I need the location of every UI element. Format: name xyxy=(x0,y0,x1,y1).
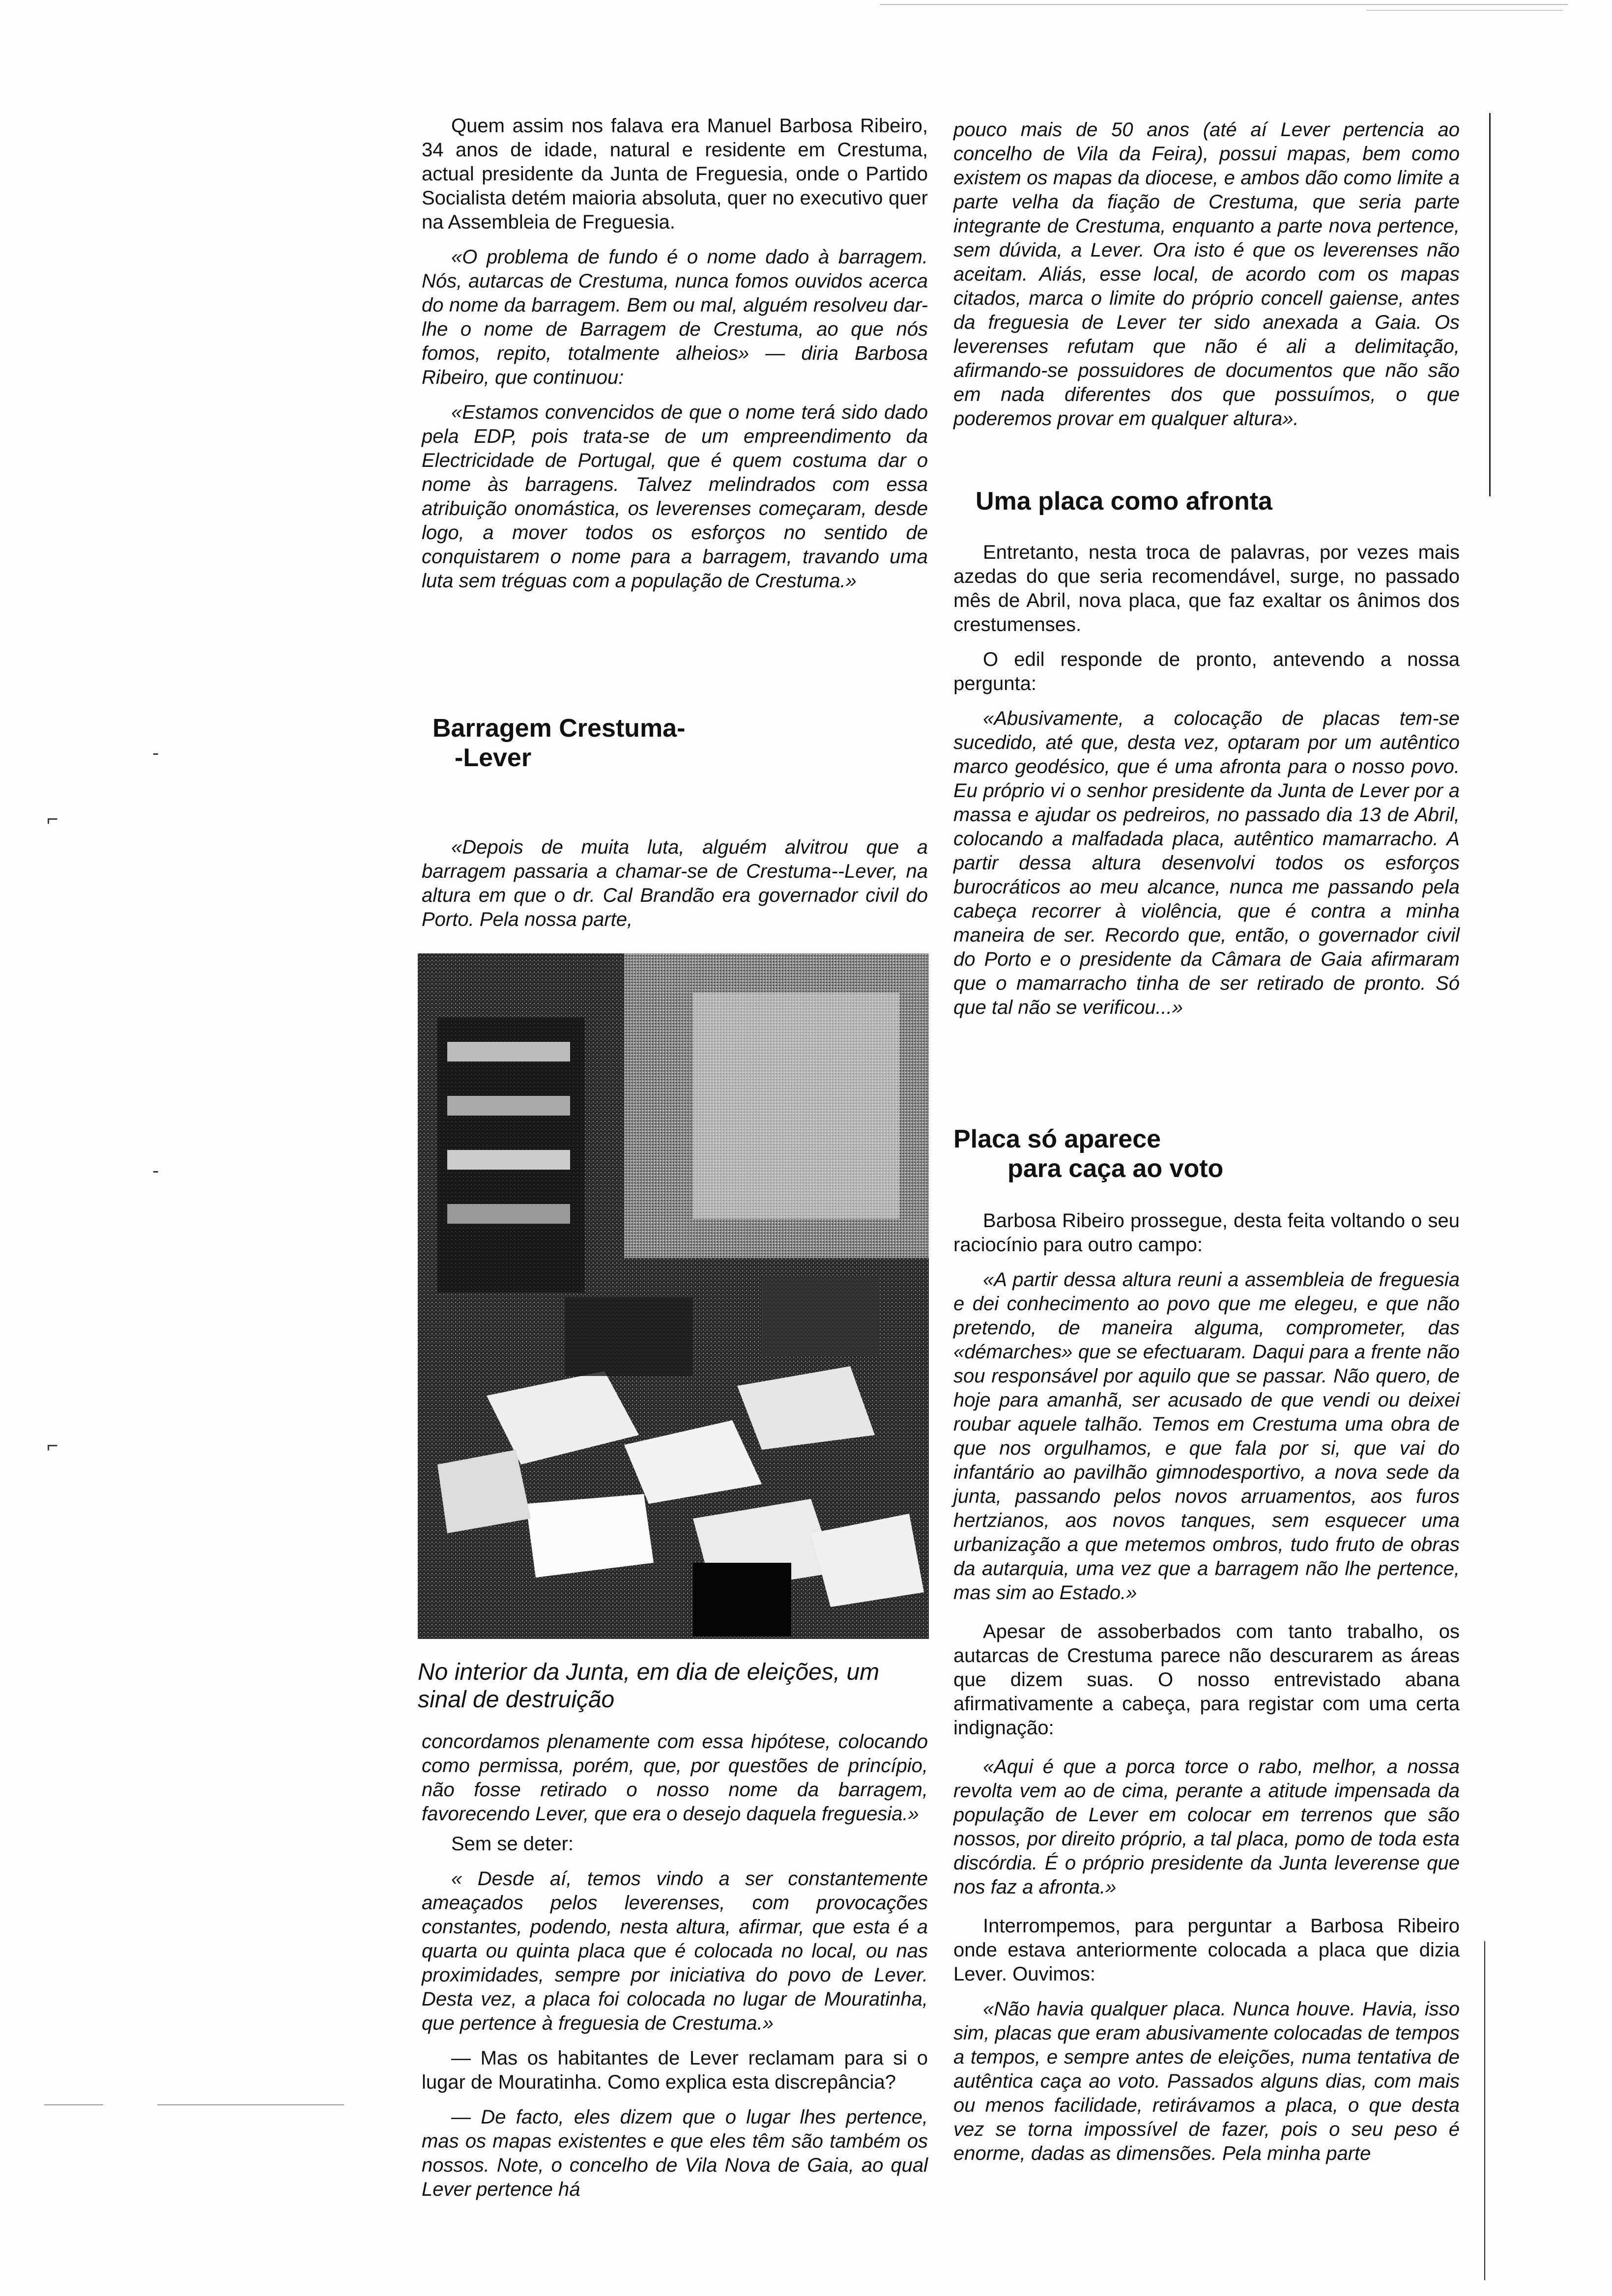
paragraph: Sem se deter: xyxy=(451,1833,574,1855)
section-heading-caca-ao-voto xyxy=(953,1124,1396,1183)
top-rule-2 xyxy=(1366,10,1563,11)
paragraph: Apesar de assoberbados com tanto trabalho, os autarcas de Crestuma parece não descurarem as áreas que dizem suas. O nosso entrevistado abana afirmativamente a cabeça, para registar com uma certa indignação: xyxy=(953,1621,1460,1739)
quote-paragraph: «Estamos convencidos de que o nome terá sido dado pela EDP, pois trata-se de um empreendimento da Electricidade de Portugal, que é quem costuma dar o nome às barragens. Talvez melindrados com essa atribuição onomástica, os leverenses começaram, desde logo, a mover todos os esforços no sentido de conquistarem o nome para a barragem, travando uma luta sem tréguas com a população de Crestuma.» xyxy=(422,402,928,592)
heading-line: para caça ao voto xyxy=(1008,1154,1224,1183)
photo-image xyxy=(418,953,929,1639)
quote-paragraph: «Depois de muita luta, alguém alvitrou que a barragem passaria a chamar-se de Crestuma--Lever, na altura em que o dr. Cal Brandão era governador civil do Porto. Pela nossa parte, xyxy=(422,836,928,930)
paragraph: — Mas os habitantes de Lever reclamam para si o lugar de Mouratinha. Como explica esta discrepância? xyxy=(422,2047,928,2093)
quote-paragraph: «Abusivamente, a colocação de placas tem-se sucedido, até que, desta vez, optaram por um autêntico marco geodésico, que é uma afronta para o nosso povo. Eu próprio vi o senhor presidente da Junta de Lever por a massa e ajudar os pedreiros, no passado dia 13 de Abril, colocando a malfadada placa, autêntico mamarracho. A partir dessa altura desenvolvi todos os esforços burocráticos ao meu alcance, nunca me passando pela cabeça recorrer à violência, que é contra a minha maneira de ser. Recordo que, então, o governador civil do Porto e o presidente da Câmara de Gaia afirmaram que o mamarracho tinha de ser retirado de pronto. Só que tal não se verificou...» xyxy=(953,708,1460,1018)
margin-mark: ⌐ xyxy=(47,1435,58,1457)
right-column xyxy=(953,118,1460,442)
quote-paragraph: «Não havia qualquer placa. Nunca houve. Havia, isso sim, placas que eram abusivamente colocadas de tempos a tempos, e sempre antes de eleições, numa tentativa de autêntica caça ao voto. Passados alguns dias, com mais ou menos facilidade, retirávamos a placa, o que desta vez se torna impossível de fazer, pois o seu peso é enorme, dadas as dimensões. Pela minha parte xyxy=(953,1998,1460,2164)
margin-line xyxy=(1484,1941,1485,2280)
paragraph: Entretanto, nesta troca de palavras, por vezes mais azedas do que seria recomendável, surge, no passado mês de Abril, nova placa, que faz exaltar os ânimos dos crestumenses. xyxy=(953,542,1460,635)
paragraph: Barbosa Ribeiro prossegue, desta feita voltando o seu raciocínio para outro campo: xyxy=(953,1210,1460,1256)
top-rule xyxy=(880,4,1568,5)
left-column-lower xyxy=(422,1730,928,2212)
quote-paragraph: «O problema de fundo é o nome dado à barragem. Nós, autarcas de Crestuma, nunca fomos ouvidos acerca do nome da barragem. Bem ou mal, alguém resolveu dar-lhe o nome de Barragem de Crestuma, ao que nós fomos, repito, totalmente alheios» — diria Barbosa Ribeiro, que continuou: xyxy=(422,246,928,388)
bottom-dash xyxy=(157,2104,344,2105)
right-column-section-2 xyxy=(953,1209,1460,2177)
margin-mark: - xyxy=(152,742,159,764)
left-column xyxy=(422,114,928,604)
section-heading-barragem xyxy=(432,714,777,773)
photo-caption: No interior da Junta, em dia de eleições, um sinal de destruição xyxy=(418,1659,880,1713)
quote-paragraph: «Aqui é que a porca torce o rabo, melhor, a nossa revolta vem ao de cima, perante a atitude impensada da população de Lever em colocar em terrenos que são nossos, por direito próprio, a tal placa, pomo de toda esta discórdia. É o próprio presidente da Junta leverense que nos faz a afronta.» xyxy=(953,1756,1460,1898)
quote-paragraph: «A partir dessa altura reuni a assembleia de freguesia e dei conhecimento ao povo que me elegeu, e que não pretendo, de maneira alguma, comprometer, das «démarches» que se efectuaram. Daqui para a frente não sou responsável por aquilo que se passar. Não quero, de hoje para amanhã, ser acusado de que vendi ou deixei roubar aquele talhão. Temos em Crestuma uma obra de que nos orgulhamos, e que fala por si, que vai do infantário ao pavilhão gimnodesportivo, a nova sede da junta, passando pelos novos arruamentos, aos furos hertzianos, aos novos tanques, sem esquecer uma urbanização a que metemos ombros, tudo fruto de obras da autarquia, uma vez que a barragem não lhe pertence, mas sim ao Estado.» xyxy=(953,1269,1460,1604)
left-column-after-heading xyxy=(422,835,928,943)
heading-line: Barragem Crestuma- xyxy=(432,714,686,743)
quote-paragraph: concordamos plenamente com essa hipótese, colocando como permissa, porém, que, por questões de princípio, não fosse retirado o nosso nome da barragem, favorecendo Lever, que era o desejo daquela freguesia.» xyxy=(422,1731,928,1825)
heading-line: Placa só aparece xyxy=(953,1125,1161,1153)
paragraph: O edil responde de pronto, antevendo a nossa pergunta: xyxy=(953,649,1460,694)
margin-mark: ⌐ xyxy=(47,808,58,830)
quote-paragraph: « Desde aí, temos vindo a ser constantemente ameaçados pelos leverenses, com provocações constantes, podendo, nesta altura, afirmar, que esta é a quarta ou quinta placa que é colocada no local, ou nas proximidades, sempre por iniciativa do povo de Lever. Desta vez, a placa foi colocada no lugar de Mouratinha, que pertence à freguesia de Crestuma.» xyxy=(422,1868,928,2034)
right-column-section-1 xyxy=(953,541,1460,1031)
margin-line xyxy=(1489,113,1491,496)
heading-line: -Lever xyxy=(455,744,532,772)
quote-paragraph: pouco mais de 50 anos (até aí Lever pertencia ao concelho de Vila da Feira), possui mapas, bem como existem os mapas da diocese, e ambos dão como limite a parte velha da fiação de Crestuma, que seria parte integrante de Crestuma, enquanto a parte nova pertence, sem dúvida, a Lever. Ora isto é que os leverenses não aceitam. Aliás, esse local, de acordo com os mapas citados, marca o limite do próprio concell gaiense, antes da freguesia de Lever ter sido anexada a Gaia. Os leverenses refutam que não é ali a delimitação, afirmando-se possuidores de documentos que não são em nada diferentes dos que possuímos, o que poderemos provar em qualquer altura». xyxy=(953,119,1460,430)
news-photo xyxy=(418,953,929,1639)
section-heading-placa-afronta: Uma placa como afronta xyxy=(976,487,1272,516)
bottom-dash xyxy=(44,2104,103,2105)
paragraph: — De facto, eles dizem que o lugar lhes pertence, mas os mapas existentes e que eles têm são também os nossos. Note, o concelho de Vila Nova de Gaia, ao qual Lever pertence há xyxy=(422,2106,928,2200)
paragraph: Interrompemos, para perguntar a Barbosa Ribeiro onde estava anteriormente colocada a placa que dizia Lever. Ouvimos: xyxy=(953,1915,1460,1985)
margin-mark: - xyxy=(152,1160,159,1181)
paragraph: Quem assim nos falava era Manuel Barbosa Ribeiro, 34 anos de idade, natural e residente em Crestuma, actual presidente da Junta de Freguesia, onde o Partido Socialista detém maioria absoluta, quer no executivo quer na Assembleia de Freguesia. xyxy=(422,115,928,233)
